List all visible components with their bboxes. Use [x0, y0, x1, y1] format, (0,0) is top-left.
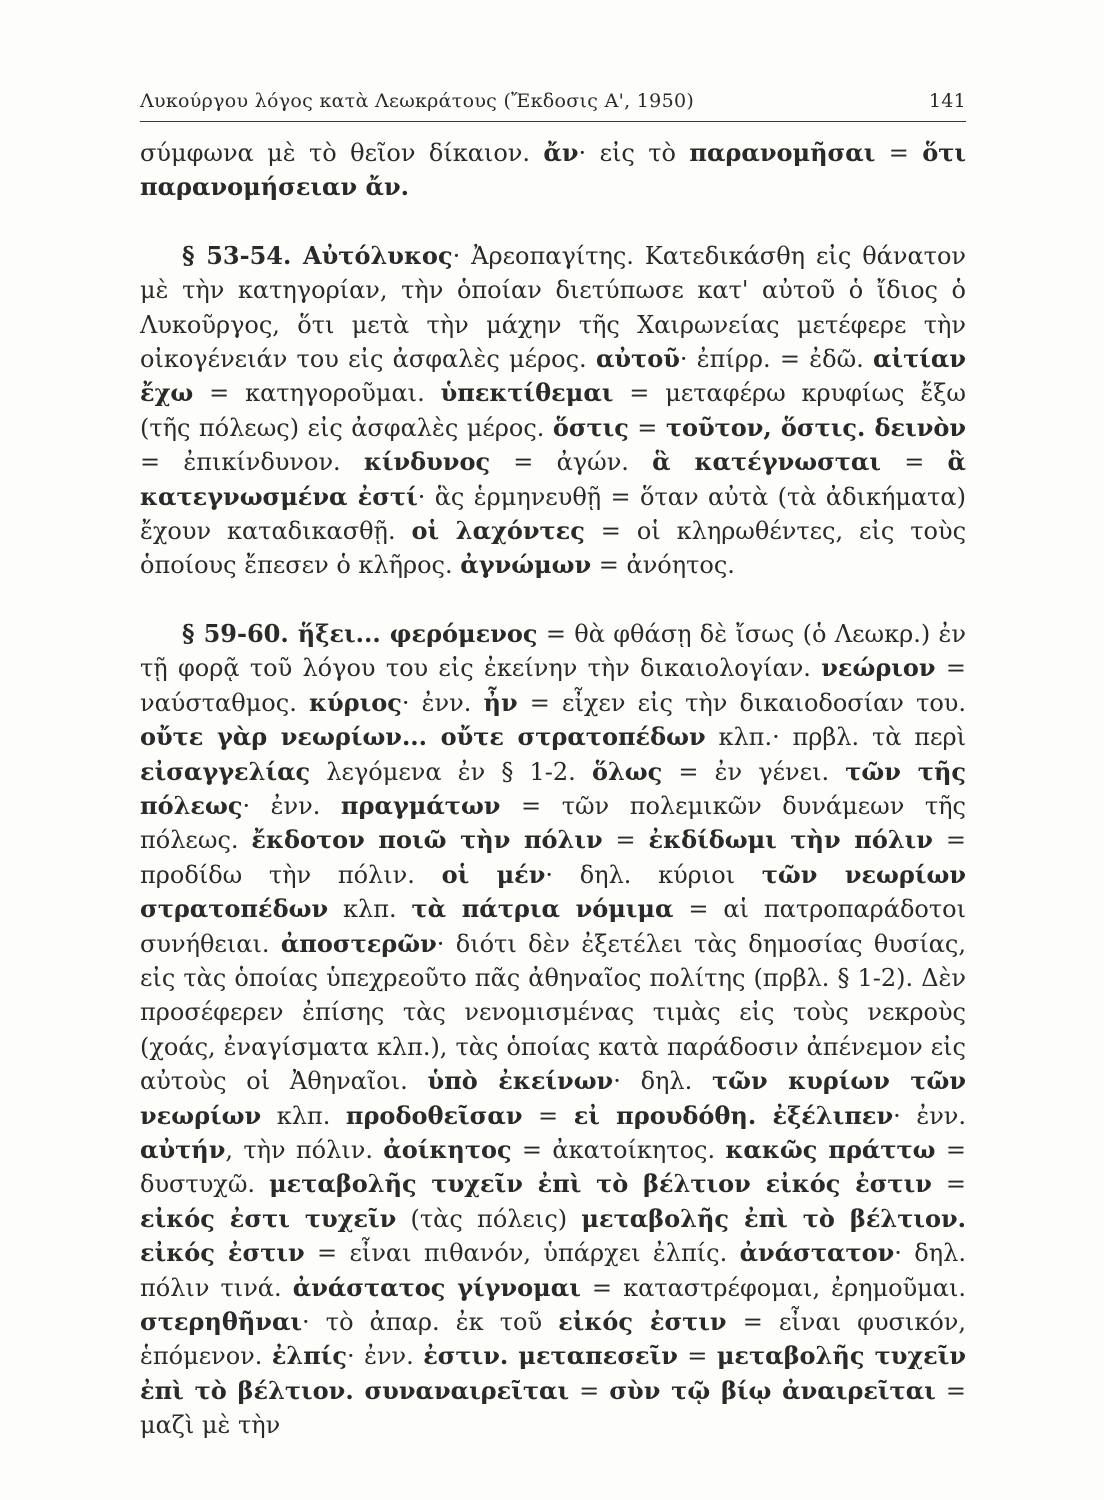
lemma-term: εἰκός ἐστι τυχεῖν	[140, 1203, 397, 1233]
lemma-term: τὰ πάτρια νόμιμα	[411, 894, 674, 924]
lemma-term: στερηθῆναι	[140, 1307, 303, 1336]
lemma-term: κύριος	[309, 687, 402, 717]
lemma-term: παρανομῆσαι	[689, 138, 876, 167]
running-title: Λυκούργου λόγος κατὰ Λεωκράτους (Ἔκδοσις Α', 1950)	[140, 90, 695, 112]
lemma-term: οὔτε γὰρ νεωρίων... οὔτε στρατοπέδων	[140, 722, 706, 752]
gloss-text: = δυστυχῶ.	[140, 1135, 966, 1199]
lemma-term: ἦν	[483, 687, 518, 717]
lemma-term: εἰσαγγελίας	[140, 756, 311, 786]
gloss-text: =	[881, 448, 948, 477]
gloss-text: · ἐνν.	[893, 1101, 967, 1130]
lemma-term: προδοθεῖσαν	[345, 1100, 523, 1130]
gloss-text: = μαζὶ μὲ τὴν	[140, 1376, 966, 1440]
gloss-text: =	[602, 826, 649, 855]
lemma-term: νεώριον	[821, 653, 936, 683]
lemma-term: τῶν τῆς πόλεως	[140, 756, 967, 820]
lemma-term: κίνδυνος	[363, 447, 491, 477]
lemma-term: ἐκδίδωμι τὴν πόλιν	[648, 825, 933, 855]
lemma-term: ἃ κατέγνωσται	[652, 447, 881, 477]
lemma-term: οἱ λαχόντες	[411, 516, 585, 546]
lemma-term: οἱ μέν	[441, 859, 546, 889]
lemma-term: ἀνάστατον	[739, 1238, 895, 1268]
paragraph-section-53-54	[140, 239, 966, 583]
gloss-text: =	[569, 1376, 610, 1405]
page-number: 141	[928, 90, 966, 112]
gloss-text: · τὸ ἀπαρ. ἐκ τοῦ	[302, 1308, 559, 1336]
lemma-term: τῶν κυρίων τῶν νεωρίων	[140, 1066, 967, 1130]
header-rule	[140, 121, 966, 122]
lemma-term: ἀποστερῶν	[280, 928, 437, 958]
lemma-term: ὑπεκτίθεμαι	[440, 378, 614, 408]
gloss-text: · εἰς τὸ	[578, 139, 690, 167]
gloss-text: =	[931, 1170, 966, 1199]
gloss-text: = τῶν πολεμικῶν δυνάμεων τῆς πόλεως.	[140, 791, 966, 855]
lemma-term: ὑπὸ ἐκείνων	[427, 1066, 614, 1096]
gloss-text: · διότι δὲν ἐξετέλει τὰς δημοσίας θυσίας, εἰς τὰς ὁποίας ὑπεχρεοῦτο πᾶς ἀθηναῖος πολίτης (πρβλ. § 1-2). Δὲν προσέφερεν ἐπίσης τὰς νενομισμένας τιμὰς εἰς τοὺς νεκροὺς (χοάς, ἐναγίσματα κλπ.), τὰς ὁποίας κατὰ παράδοσιν ἀπένεμον εἰς αὐτοὺς οἱ Ἀθηναῖοι.	[140, 929, 967, 1096]
gloss-text: = καταστρέφομαι, ἐρημοῦμαι.	[580, 1273, 966, 1302]
gloss-text: (τὰς πόλεις)	[396, 1204, 582, 1233]
lemma-term: ὅτι παρανομήσειαν ἄν.	[140, 138, 966, 202]
lemma-term: ὅστις	[552, 412, 629, 442]
gloss-text: κλπ.· πρβλ. τὰ περὶ	[705, 723, 966, 752]
commentary-body	[140, 136, 966, 1443]
lemma-term: μεταβολῆς τυχεῖν ἐπὶ τὸ βέλτιον. συναναιρεῖται	[140, 1341, 967, 1405]
lemma-term: εἰκός ἐστιν	[558, 1307, 727, 1336]
gloss-text: =	[628, 413, 666, 442]
lemma-term: εἰ προυδόθη. ἐξέλιπεν	[573, 1100, 894, 1130]
gloss-text: = ἀνόητος.	[591, 551, 735, 580]
gloss-text: = ναύσταθμος.	[140, 654, 966, 717]
gloss-text: = εἶναι φυσικόν, ἑπόμενον.	[140, 1308, 966, 1371]
lemma-term: ἐστιν. μεταπεσεῖν	[423, 1341, 678, 1371]
gloss-text: = ἐπικίνδυνον.	[140, 448, 364, 477]
gloss-text: κλπ.	[261, 1101, 346, 1130]
lemma-term: ἔκδοτον ποιῶ τὴν πόλιν	[251, 825, 603, 855]
lemma-term: ἐλπίς	[271, 1341, 348, 1371]
running-header	[140, 90, 966, 112]
gloss-text: = ἀγών.	[490, 448, 653, 477]
gloss-text: · ἐνν.	[347, 1342, 424, 1371]
lemma-term: πραγμάτων	[340, 790, 501, 820]
paragraph-continuation	[140, 136, 966, 205]
paragraph-section-59-60	[140, 617, 966, 1443]
gloss-text: = ἀκατοίκητος.	[511, 1135, 726, 1164]
gloss-text: σύμφωνα μὲ τὸ θεῖον δίκαιον.	[140, 139, 544, 167]
lemma-term: σὺν τῷ βίῳ ἀναιρεῖται	[609, 1375, 936, 1405]
gloss-text: = προδίδω τὴν πόλιν.	[140, 826, 966, 889]
gloss-text: · ἐπίρρ. = ἐδῶ.	[679, 345, 874, 374]
lemma-term: τῶν νεωρίων στρατοπέδων	[140, 859, 966, 924]
lemma-term: αὐτοῦ	[595, 344, 680, 374]
gloss-text: =	[677, 1342, 717, 1371]
lemma-term: ἃ κατεγνωσμένα ἐστί	[140, 447, 966, 511]
gloss-text: = εἶναι πιθανόν, ὑπάρχει ἐλπίς.	[304, 1239, 740, 1268]
gloss-text: · ἃς ἑρμηνευθῇ = ὅταν αὐτὰ (τὰ ἀδικήματα) ἔχουν καταδικασθῇ.	[140, 482, 966, 546]
lemma-term: κακῶς πράττω	[725, 1134, 936, 1164]
gloss-text: · δηλ. κύριοι	[545, 860, 762, 889]
gloss-text: = μεταφέρω κρυφίως ἔξω (τῆς πόλεως) εἰς ἀσφαλὲς μέρος.	[140, 379, 966, 442]
gloss-text: = οἱ κληρωθέντες, εἰς τοὺς ὁποίους ἔπεσεν ὁ κλῆρος.	[140, 517, 967, 580]
gloss-text: =	[875, 139, 923, 167]
gloss-text: , τὴν πόλιν.	[225, 1135, 384, 1164]
gloss-text: = αἱ πατροπαράδοτοι συνήθειαι.	[140, 895, 966, 958]
lemma-term: § 53-54. Αὐτόλυκος	[182, 240, 453, 270]
lemma-term: αἰτίαν ἔχω	[140, 344, 966, 408]
gloss-text: = ἐν γένει.	[662, 757, 846, 786]
gloss-text: = κατηγοροῦμαι.	[193, 379, 441, 408]
gloss-text: = θὰ φθάσῃ δὲ ἴσως (ὁ Λεωκρ.) ἐν τῇ φορᾷ τοῦ λόγου του εἰς ἐκείνην τὴν δικαιολογίαν.	[140, 619, 966, 683]
lemma-term: § 59-60. ἥξει... φερόμενος	[182, 618, 538, 648]
lemma-term: ἀγνώμων	[460, 550, 592, 580]
lemma-term: ἀοίκητος	[383, 1134, 512, 1164]
lemma-term: μεταβολῆς ἐπὶ τὸ βέλτιον. εἰκός ἐστιν	[140, 1203, 967, 1268]
lemma-term: ἀνάστατος γίγνομαι	[292, 1272, 581, 1302]
gloss-text: λεγόμενα ἐν § 1-2.	[310, 757, 592, 786]
gloss-text: =	[522, 1101, 574, 1130]
lemma-term: τοῦτον, ὅστις. δεινὸν	[665, 412, 967, 442]
gloss-text: · δηλ.	[613, 1067, 713, 1096]
lemma-term: ὅλως	[591, 756, 663, 786]
lemma-term: αὐτήν	[140, 1134, 226, 1164]
lemma-term: ἄν	[543, 138, 579, 167]
lemma-term: μεταβολῆς τυχεῖν ἐπὶ τὸ βέλτιον εἰκός ἐστιν	[269, 1169, 932, 1199]
gloss-text: · ἐνν.	[242, 791, 341, 820]
gloss-text: · Ἀρεοπαγίτης. Κατεδικάσθη εἰς θάνατον μὲ τὴν κατηγορίαν, τὴν ὁποίαν διετύπωσε κατ' αὐτοῦ ὁ ἴδιος ὁ Λυκοῦργος, ὅτι μετὰ τὴν μάχην τῆς Χαιρωνείας μετέφερε τὴν οἰκογένειάν του εἰς ἀσφαλὲς μέρος.	[140, 241, 966, 374]
gloss-text: · δηλ. πόλιν τινά.	[140, 1239, 966, 1302]
gloss-text: κλπ.	[328, 895, 412, 924]
gloss-text: = εἶχεν εἰς τὴν δικαιοδοσίαν του.	[517, 688, 967, 717]
gloss-text: · ἐνν.	[401, 688, 484, 717]
